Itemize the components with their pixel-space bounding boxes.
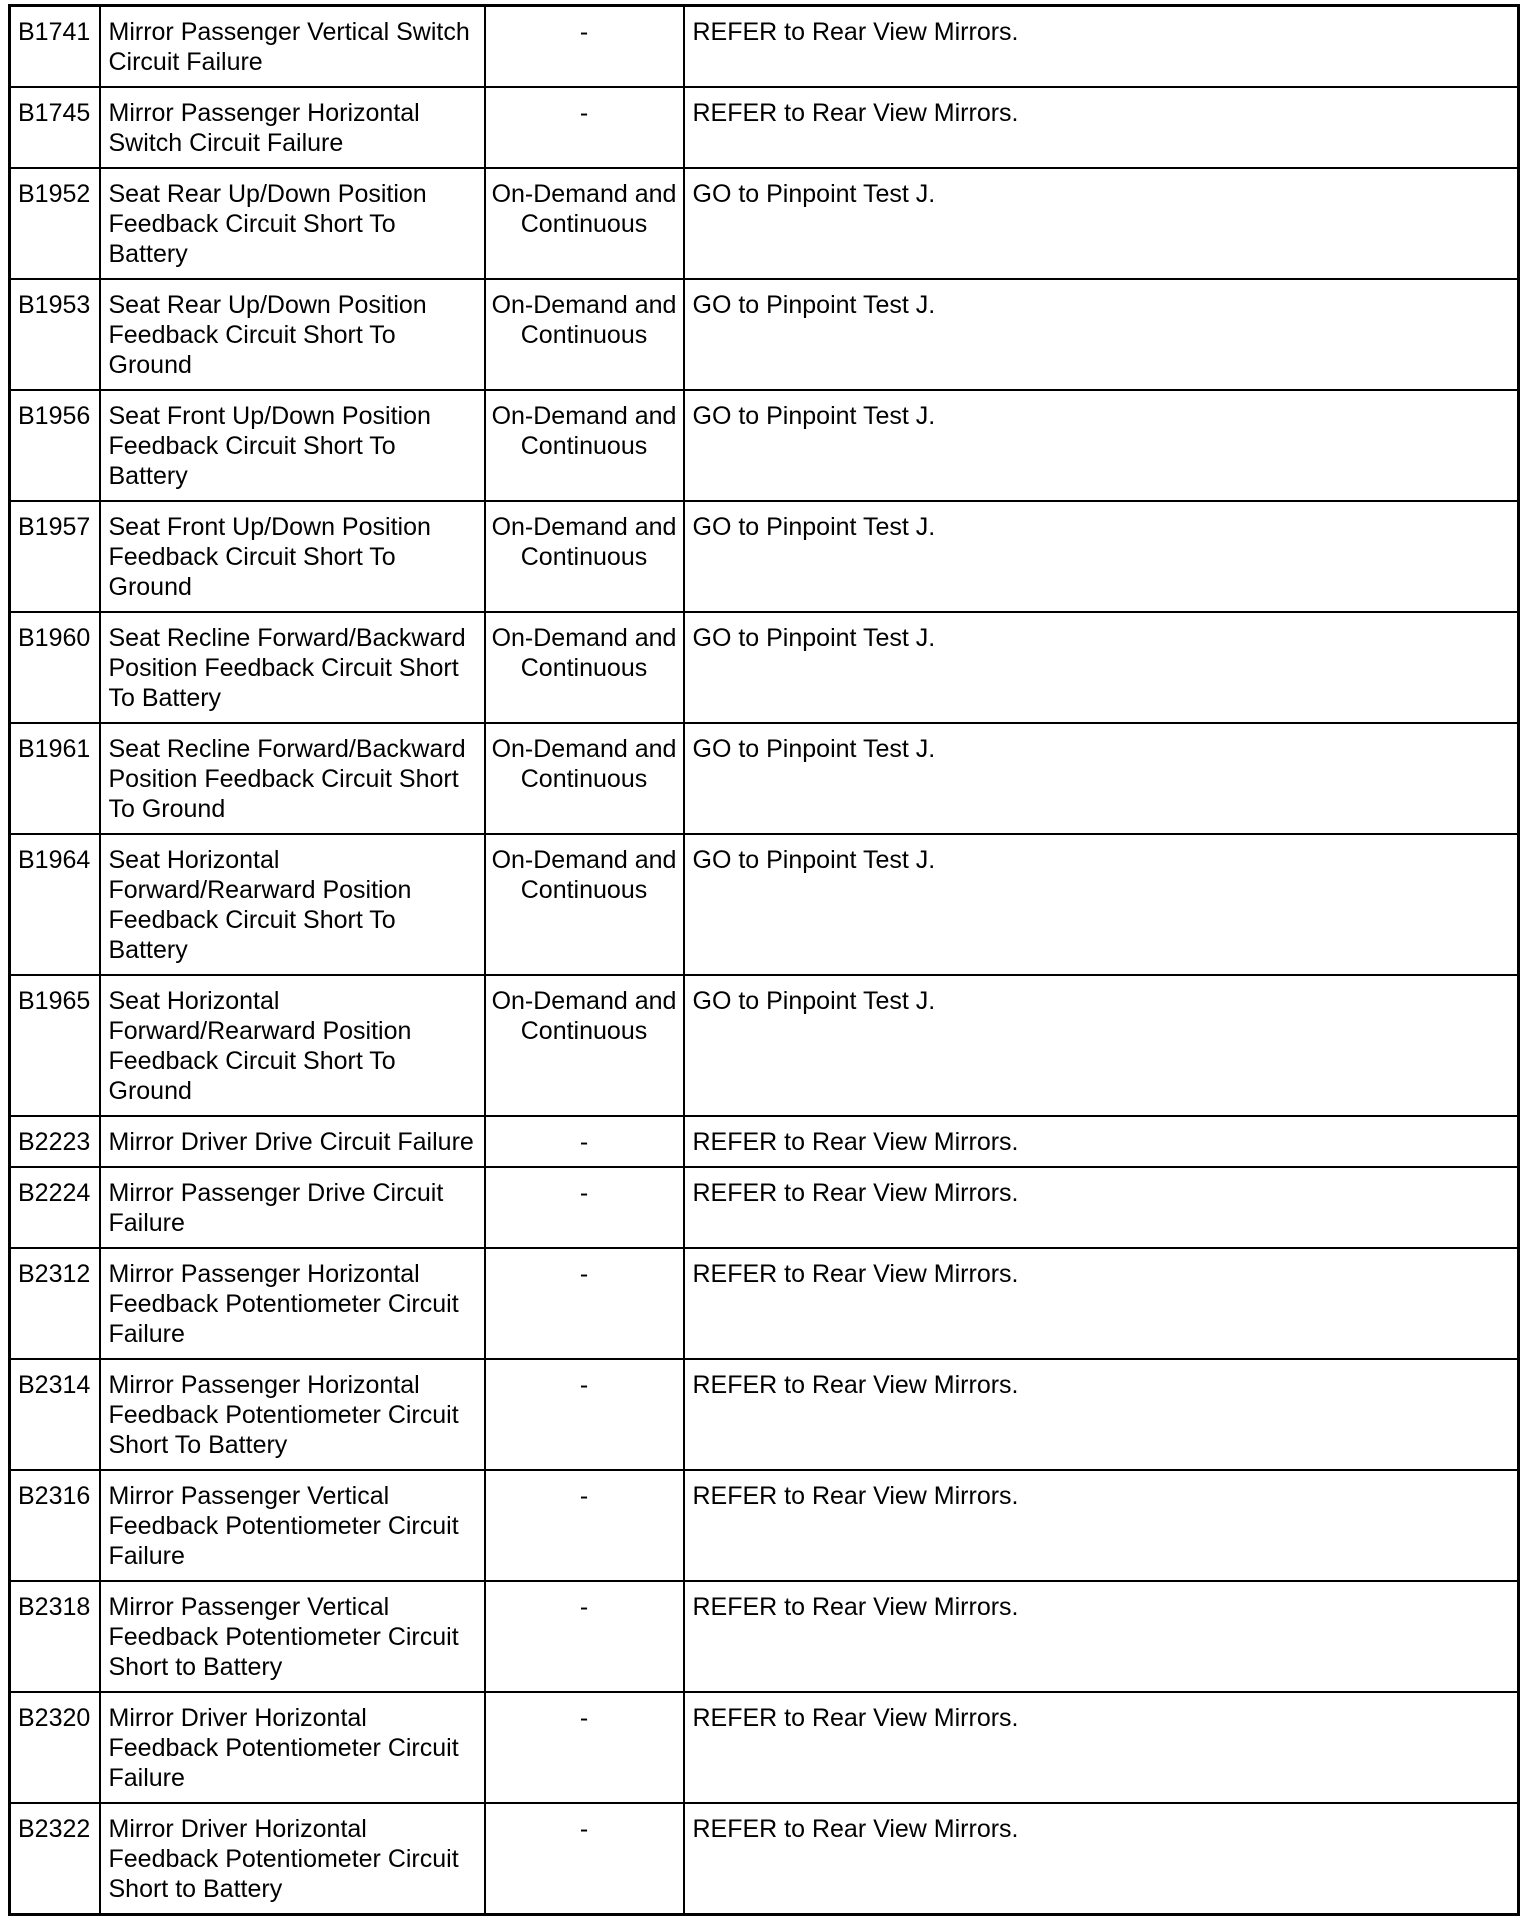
dtc-mode: On-Demand and Continuous	[485, 501, 684, 612]
table-row	[10, 168, 1519, 279]
dtc-mode: -	[485, 87, 684, 168]
table-row	[10, 1692, 1519, 1803]
table-row	[10, 1167, 1519, 1248]
dtc-mode: On-Demand and Continuous	[485, 834, 684, 975]
dtc-action: REFER to Rear View Mirrors.	[684, 1803, 1519, 1915]
dtc-code: B1745	[10, 87, 100, 168]
dtc-action: GO to Pinpoint Test J.	[684, 834, 1519, 975]
dtc-mode: -	[485, 1803, 684, 1915]
dtc-action: GO to Pinpoint Test J.	[684, 279, 1519, 390]
dtc-code: B2318	[10, 1581, 100, 1692]
dtc-action: GO to Pinpoint Test J.	[684, 723, 1519, 834]
dtc-mode: On-Demand and Continuous	[485, 723, 684, 834]
dtc-description: Mirror Passenger Horizontal Feedback Potentiometer Circuit Failure	[100, 1248, 485, 1359]
table-row	[10, 1803, 1519, 1915]
table-row	[10, 975, 1519, 1116]
dtc-action: GO to Pinpoint Test J.	[684, 390, 1519, 501]
dtc-description: Seat Front Up/Down Position Feedback Circuit Short To Battery	[100, 390, 485, 501]
table-row	[10, 87, 1519, 168]
table-row	[10, 6, 1519, 88]
dtc-action: REFER to Rear View Mirrors.	[684, 1116, 1519, 1167]
dtc-description: Mirror Passenger Vertical Feedback Potentiometer Circuit Failure	[100, 1470, 485, 1581]
table-row	[10, 1248, 1519, 1359]
dtc-code: B2312	[10, 1248, 100, 1359]
dtc-code: B2224	[10, 1167, 100, 1248]
dtc-mode: On-Demand and Continuous	[485, 168, 684, 279]
table-row	[10, 279, 1519, 390]
dtc-mode: -	[485, 1692, 684, 1803]
dtc-action: GO to Pinpoint Test J.	[684, 975, 1519, 1116]
dtc-code: B1960	[10, 612, 100, 723]
dtc-description: Mirror Passenger Vertical Switch Circuit Failure	[100, 6, 485, 88]
dtc-action: REFER to Rear View Mirrors.	[684, 1359, 1519, 1470]
dtc-mode: On-Demand and Continuous	[485, 612, 684, 723]
dtc-mode: On-Demand and Continuous	[485, 390, 684, 501]
dtc-mode: -	[485, 1167, 684, 1248]
dtc-code: B2314	[10, 1359, 100, 1470]
dtc-mode: -	[485, 1581, 684, 1692]
dtc-action: REFER to Rear View Mirrors.	[684, 6, 1519, 88]
dtc-description: Seat Rear Up/Down Position Feedback Circuit Short To Battery	[100, 168, 485, 279]
dtc-mode: On-Demand and Continuous	[485, 279, 684, 390]
dtc-code: B2316	[10, 1470, 100, 1581]
dtc-action: REFER to Rear View Mirrors.	[684, 1470, 1519, 1581]
dtc-code: B1953	[10, 279, 100, 390]
dtc-action: REFER to Rear View Mirrors.	[684, 1581, 1519, 1692]
dtc-description: Seat Horizontal Forward/Rearward Position Feedback Circuit Short To Ground	[100, 975, 485, 1116]
dtc-code: B1965	[10, 975, 100, 1116]
dtc-code: B1964	[10, 834, 100, 975]
dtc-code: B1741	[10, 6, 100, 88]
dtc-code: B1956	[10, 390, 100, 501]
dtc-action: REFER to Rear View Mirrors.	[684, 1248, 1519, 1359]
dtc-description: Mirror Driver Horizontal Feedback Potentiometer Circuit Short to Battery	[100, 1803, 485, 1915]
table-row	[10, 390, 1519, 501]
dtc-description: Mirror Passenger Vertical Feedback Potentiometer Circuit Short to Battery	[100, 1581, 485, 1692]
dtc-code: B2223	[10, 1116, 100, 1167]
dtc-description: Seat Rear Up/Down Position Feedback Circuit Short To Ground	[100, 279, 485, 390]
dtc-action: GO to Pinpoint Test J.	[684, 612, 1519, 723]
dtc-code: B2322	[10, 1803, 100, 1915]
table-row	[10, 1359, 1519, 1470]
table-row	[10, 1470, 1519, 1581]
table-row	[10, 723, 1519, 834]
dtc-action: REFER to Rear View Mirrors.	[684, 1692, 1519, 1803]
table-row	[10, 612, 1519, 723]
table-row	[10, 1116, 1519, 1167]
dtc-code: B1961	[10, 723, 100, 834]
dtc-code: B1957	[10, 501, 100, 612]
dtc-description: Seat Front Up/Down Position Feedback Circuit Short To Ground	[100, 501, 485, 612]
dtc-mode: -	[485, 1116, 684, 1167]
dtc-action: GO to Pinpoint Test J.	[684, 168, 1519, 279]
table-row	[10, 834, 1519, 975]
table-row	[10, 501, 1519, 612]
dtc-description: Seat Recline Forward/Backward Position Feedback Circuit Short To Battery	[100, 612, 485, 723]
dtc-mode: -	[485, 1248, 684, 1359]
dtc-mode: -	[485, 1359, 684, 1470]
dtc-code: B1952	[10, 168, 100, 279]
dtc-mode: -	[485, 6, 684, 88]
dtc-description: Seat Recline Forward/Backward Position Feedback Circuit Short To Ground	[100, 723, 485, 834]
table-row	[10, 1581, 1519, 1692]
dtc-code: B2320	[10, 1692, 100, 1803]
dtc-table	[8, 4, 1520, 1916]
dtc-action: REFER to Rear View Mirrors.	[684, 87, 1519, 168]
dtc-description: Mirror Driver Horizontal Feedback Potentiometer Circuit Failure	[100, 1692, 485, 1803]
dtc-action: GO to Pinpoint Test J.	[684, 501, 1519, 612]
dtc-description: Seat Horizontal Forward/Rearward Position Feedback Circuit Short To Battery	[100, 834, 485, 975]
dtc-table-body	[10, 6, 1519, 1915]
dtc-description: Mirror Passenger Drive Circuit Failure	[100, 1167, 485, 1248]
dtc-action: REFER to Rear View Mirrors.	[684, 1167, 1519, 1248]
dtc-mode: -	[485, 1470, 684, 1581]
dtc-description: Mirror Driver Drive Circuit Failure	[100, 1116, 485, 1167]
dtc-description: Mirror Passenger Horizontal Switch Circuit Failure	[100, 87, 485, 168]
dtc-mode: On-Demand and Continuous	[485, 975, 684, 1116]
dtc-description: Mirror Passenger Horizontal Feedback Potentiometer Circuit Short To Battery	[100, 1359, 485, 1470]
